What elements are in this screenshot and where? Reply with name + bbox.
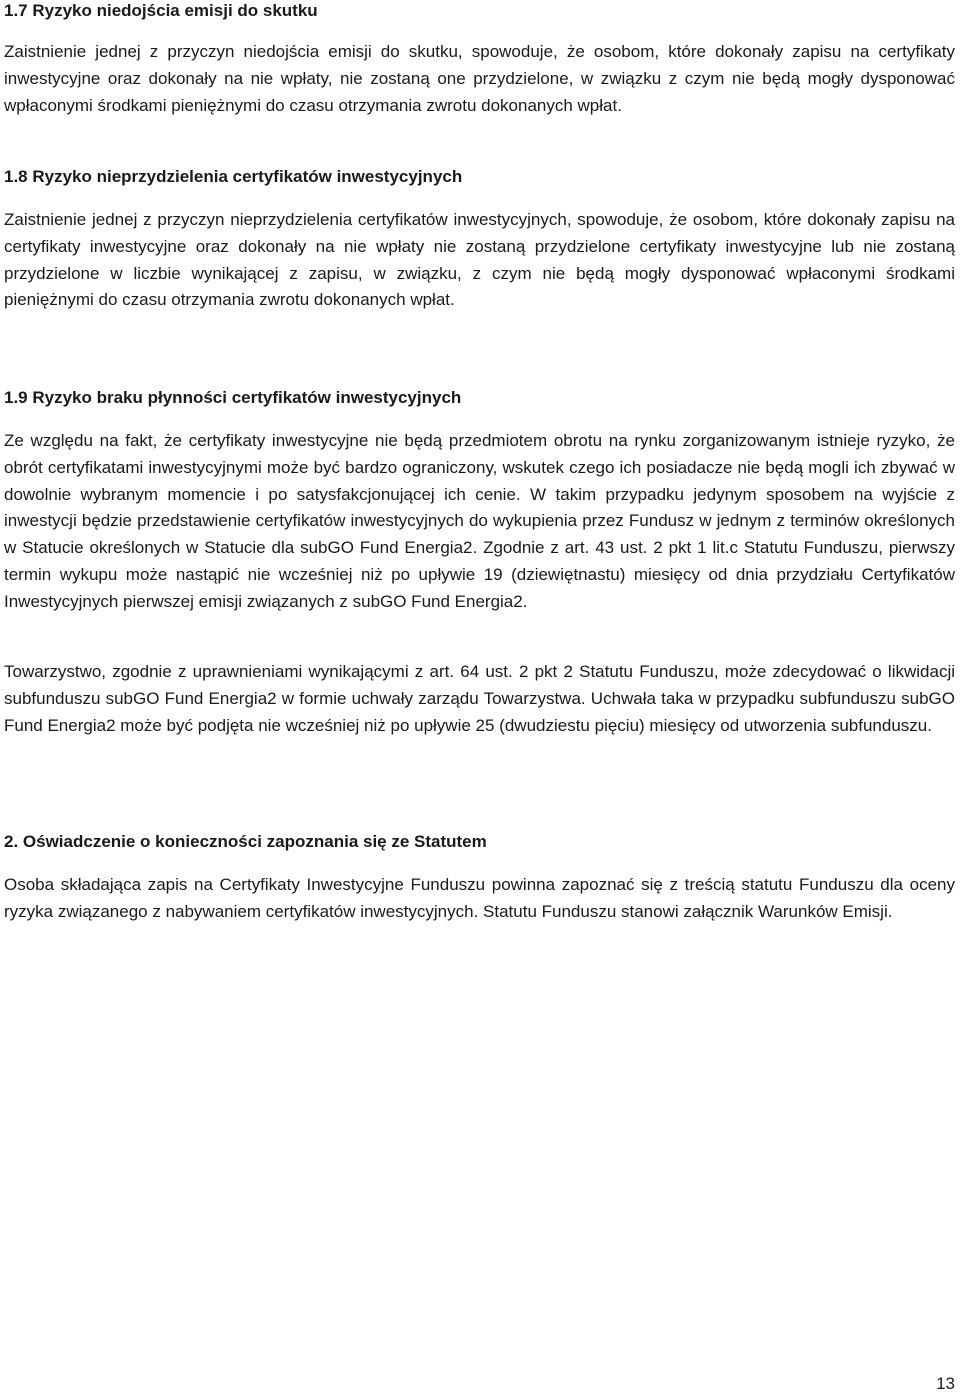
section-heading-1-9: 1.9 Ryzyko braku płynności certyfikatów inwestycyjnych [4, 388, 462, 407]
section-1-8-paragraph: Zaistnienie jednej z przyczyn nieprzydzielenia certyfikatów inwestycyjnych, spowoduje, że osobom, które dokonały zapisu na certyfikaty inwestycyjne oraz dokonały na nie wpłaty nie zostaną przydzielone certyfikaty inwestycyjne lub nie zostaną przydzielone w liczbie wynikającej z zapisu, w związku, z czym nie będą mogły dysponować wpłaconymi środkami pieniężnymi do czasu otrzymania zwrotu dokonanych wpłat. [4, 210, 955, 310]
section-1-9-paragraph-2: Towarzystwo, zgodnie z uprawnieniami wynikającymi z art. 64 ust. 2 pkt 2 Statutu Funduszu, może zdecydować o likwidacji subfunduszu subGO Fund Energia2 w formie uchwały zarządu Towarzystwa. Uchwała taka w przypadku subfunduszu subGO Fund Energia2 może być podjęta nie wcześniej niż po upływie 25 (dwudziestu pięciu) miesięcy od utworzenia subfunduszu. [4, 662, 955, 735]
section-2-paragraph: Osoba składająca zapis na Certyfikaty Inwestycyjne Funduszu powinna zapoznać się z treścią statutu Funduszu dla oceny ryzyka związanego z nabywaniem certyfikatów inwestycyjnych. Statutu Funduszu stanowi załącznik Warunków Emisji. [4, 875, 955, 921]
section-1-9-paragraph-1: Ze względu na fakt, że certyfikaty inwestycyjne nie będą przedmiotem obrotu na rynku zorganizowanym istnieje ryzyko, że obrót certyfikatami inwestycyjnymi może być bardzo ograniczony, wskutek czego ich posiadacze nie będą mogli ich zbywać w dowolnie wybranym momencie i po satysfakcjonującej ich cenie. W takim przypadku jedynym sposobem na wyjście z inwestycji będzie przedstawienie certyfikatów inwestycyjnych do wykupienia przez Fundusz w jednym z terminów określonych w Statucie określonych w Statucie dla subGO Fund Energia2. Zgodnie z art. 43 ust. 2 pkt 1 lit.c Statutu Funduszu, pierwszy termin wykupu może nastąpić nie wcześniej niż po upływie 19 (dziewiętnastu) miesięcy od dnia przydziału Certyfikatów Inwestycyjnych pierwszej emisji związanych z subGO Fund Energia2. [4, 431, 955, 611]
section-heading-1-7: 1.7 Ryzyko niedojścia emisji do skutku [4, 1, 318, 20]
section-heading-2: 2. Oświadczenie o konieczności zapoznania się ze Statutem [4, 832, 487, 851]
page-number: 13 [936, 1374, 955, 1393]
section-heading-1-8: 1.8 Ryzyko nieprzydzielenia certyfikatów inwestycyjnych [4, 167, 463, 186]
section-1-7-paragraph: Zaistnienie jednej z przyczyn niedojścia emisji do skutku, spowoduje, że osobom, które dokonały zapisu na certyfikaty inwestycyjne oraz dokonały na nie wpłaty, nie zostaną one przydzielone, w związku z czym nie będą mogły dysponować wpłaconymi środkami pieniężnymi do czasu otrzymania zwrotu dokonanych wpłat. [4, 42, 955, 115]
